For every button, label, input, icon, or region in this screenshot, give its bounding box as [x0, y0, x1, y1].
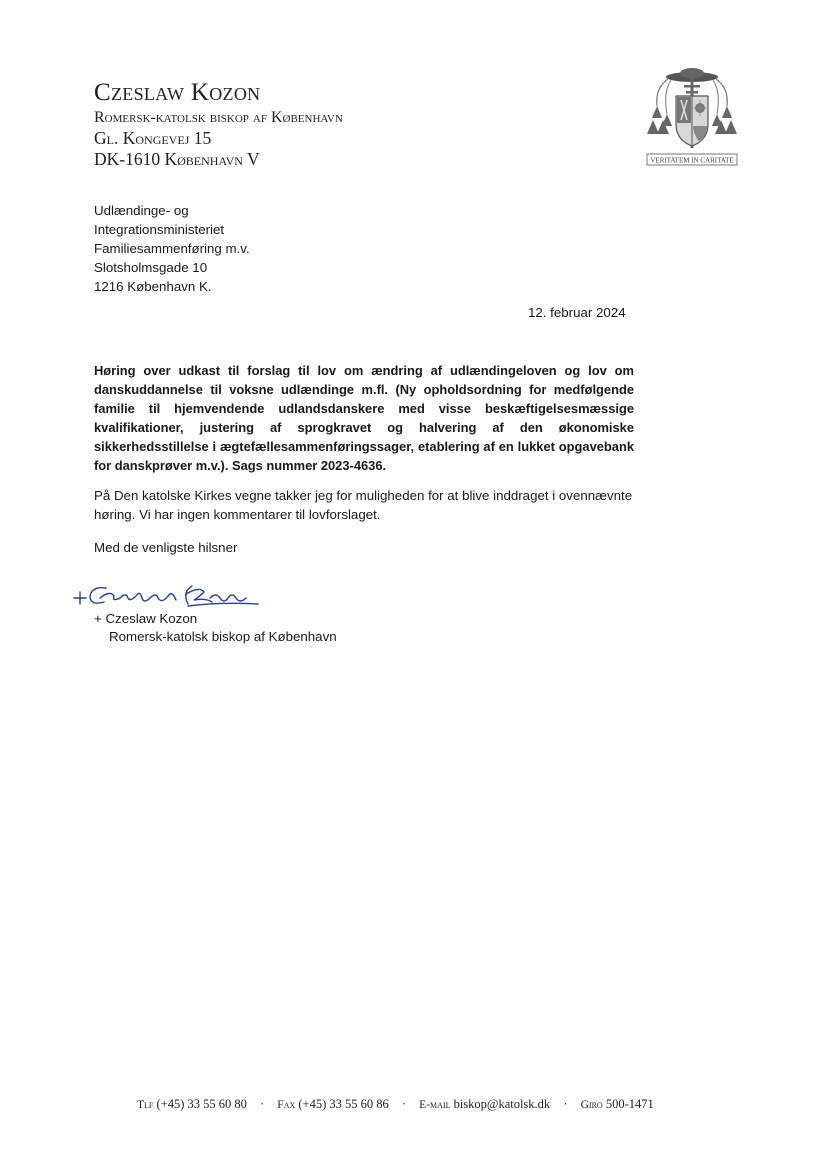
fax-label: Fax: [277, 1099, 296, 1111]
letterhead: [94, 78, 343, 170]
tlf-label: Tlf: [137, 1099, 154, 1111]
recipient-line: Udlændinge- og: [94, 203, 189, 218]
coat-of-arms-graphic: [643, 66, 741, 170]
separator: ·: [260, 1097, 265, 1111]
tlf-value: (+45) 33 55 60 80: [156, 1097, 247, 1111]
motto-text: VERITATEM IN CARITATE: [650, 156, 734, 165]
signatory-name: + Czeslaw Kozon: [94, 611, 198, 626]
giro-label: Giro: [580, 1099, 603, 1111]
separator: ·: [563, 1097, 568, 1111]
recipient-address: [94, 201, 250, 296]
giro-value: 500-1471: [605, 1097, 654, 1111]
email-link[interactable]: biskop@katolsk.dk: [453, 1097, 551, 1111]
recipient-line: Integrationsministeriet: [94, 222, 225, 237]
letter-date: 12. februar 2024: [528, 305, 626, 320]
separator: ·: [401, 1097, 407, 1111]
sender-street: Gl. Kongevej 15: [94, 128, 212, 148]
subject-heading: Høring over udkast til forslag til lov om ændring af udlændingeloven og lov om danskuddannelse til voksne udlændinge m.fl. (Ny opholdsordning for medfølgende familie til hjemvendende udlandsdanskere med visse beskæftigelsesmæssige kvalifikationer, justering af sprogkravet og halvering af den økonomiske sikkerhedsstillelse i ægtefællesammenføringssager, etablering af en lukket opgavebank for danskprøver m.v.). Sags nummer 2023-4636.: [94, 363, 634, 473]
closing-salutation: Med de venligste hilsner: [94, 540, 238, 555]
recipient-line: 1216 København K.: [94, 279, 212, 294]
footer-contact: [137, 1097, 654, 1112]
sender-city: DK-1610 København V: [94, 149, 260, 169]
fax-value: (+45) 33 55 60 86: [298, 1097, 389, 1111]
sender-name: Czeslaw Kozon: [94, 79, 261, 106]
body-paragraph: På Den katolske Kirkes vegne takker jeg for muligheden for at blive inddraget i ovennævnte høring. Vi har ingen kommentarer til lovforslaget.: [94, 488, 633, 522]
signature-graphic: [70, 578, 270, 614]
recipient-line: Familiesammenføring m.v.: [94, 241, 250, 256]
email-label: E-mail: [419, 1099, 451, 1111]
recipient-line: Slotsholmsgade 10: [94, 260, 208, 275]
handwritten-signature: [70, 578, 270, 614]
coat-of-arms-icon: [643, 66, 741, 170]
sender-title: Romersk-katolsk biskop af København: [94, 109, 343, 126]
signatory-title: Romersk-katolsk biskop af København: [109, 629, 337, 644]
